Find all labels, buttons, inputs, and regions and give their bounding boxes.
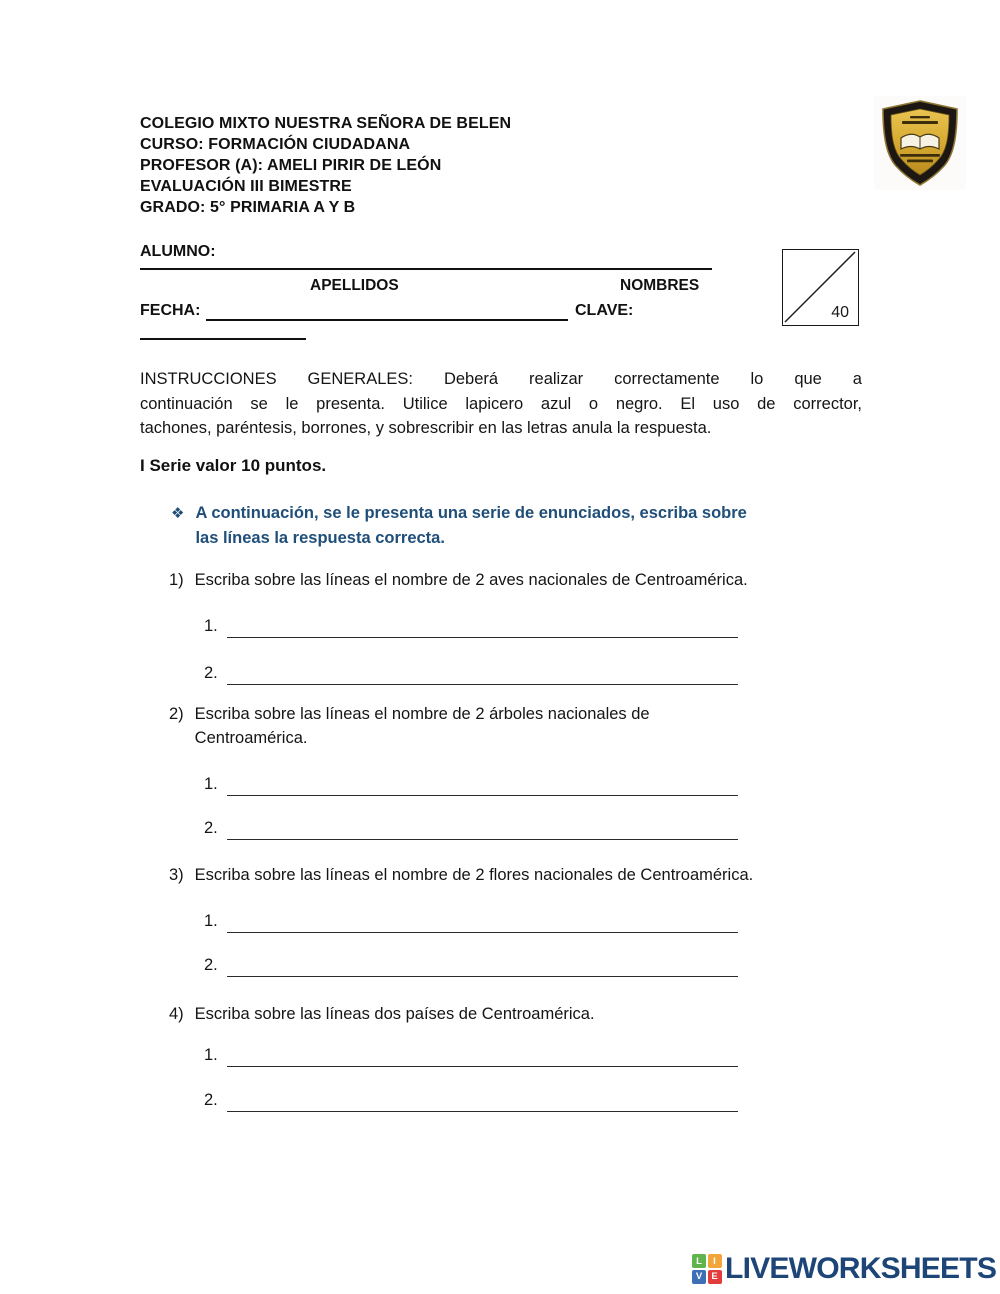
logo-letter-e: E (708, 1270, 722, 1284)
question-number: 2) (169, 705, 184, 723)
question-text (195, 702, 869, 750)
instructions-line: continuación se le presenta. Utilice lapicero azul o negro. El uso de corrector, (140, 394, 862, 413)
question-3 (169, 863, 869, 887)
question-text-line: Escriba sobre las líneas el nombre de 2 árboles nacionales de (194, 705, 650, 723)
course-name: CURSO: FORMACIÓN CIUDADANA (140, 136, 411, 153)
question-text-line: Centroamérica. (194, 729, 308, 747)
question-3-answer-1 (204, 909, 738, 933)
serie-heading: I Serie valor 10 puntos. (140, 456, 327, 475)
question-number: 1) (169, 571, 184, 589)
question-number: 3) (169, 866, 184, 884)
alumno-label: ALUMNO: (140, 243, 216, 260)
instructions-line: INSTRUCCIONES GENERALES: Deberá realizar correctamente lo que a (140, 370, 862, 388)
question-text: Escriba sobre las líneas el nombre de 2 flores nacionales de Centroamérica. (194, 866, 754, 884)
question-1-answer-1 (204, 614, 738, 638)
school-crest-logo (874, 96, 966, 190)
question-4 (169, 1002, 869, 1026)
general-instructions (140, 367, 862, 441)
question-number: 4) (169, 1005, 184, 1023)
answer-line[interactable] (227, 816, 738, 840)
evaluation-title: EVALUACIÓN III BIMESTRE (140, 178, 352, 195)
question-2-answer-2 (204, 816, 738, 840)
logo-letter-i: I (708, 1254, 722, 1268)
serie-intro-line: las líneas la respuesta correcta. (195, 529, 445, 547)
item-label: 2. (204, 956, 218, 974)
item-label: 1. (204, 775, 218, 793)
instructions-line: tachones, paréntesis, borrones, y sobrescribir en las letras anula la respuesta. (140, 419, 712, 438)
answer-line[interactable] (227, 1088, 738, 1112)
logo-letter-v: V (692, 1270, 706, 1284)
liveworksheets-wordmark: LIVEWORKSHEETS (724, 1252, 996, 1285)
answer-line[interactable] (227, 614, 738, 638)
question-3-answer-2 (204, 953, 738, 977)
clave-label: CLAVE: (575, 302, 634, 319)
logo-letter-l: L (692, 1254, 706, 1268)
item-label: 2. (204, 664, 218, 682)
answer-line[interactable] (227, 772, 738, 796)
teacher-name: PROFESOR (A): AMELI PIRIR DE LEÓN (140, 157, 442, 174)
clave-answer-line[interactable] (140, 326, 306, 340)
apellidos-label: APELLIDOS (310, 277, 399, 294)
item-label: 1. (204, 1046, 218, 1064)
shield-icon (874, 96, 966, 190)
question-2 (169, 702, 869, 750)
answer-line[interactable] (227, 953, 738, 977)
open-book-icon (901, 134, 939, 149)
question-4-answer-1 (204, 1043, 738, 1067)
answer-line[interactable] (227, 1043, 738, 1067)
serie-intro-line: A continuación, se le presenta una serie de enunciados, escriba sobre (195, 504, 747, 522)
question-text: Escriba sobre las líneas dos países de Centroamérica. (194, 1005, 595, 1023)
answer-line[interactable] (227, 909, 738, 933)
question-1-answer-2 (204, 661, 738, 685)
question-4-answer-2 (204, 1088, 738, 1112)
score-box (782, 249, 859, 326)
answer-line[interactable] (227, 661, 738, 685)
document-header (140, 113, 780, 218)
grade-level: GRADO: 5° PRIMARIA A Y B (140, 199, 356, 216)
question-2-answer-1 (204, 772, 738, 796)
item-label: 1. (204, 617, 218, 635)
item-label: 1. (204, 912, 218, 930)
question-1 (169, 568, 869, 592)
nombres-label: NOMBRES (620, 277, 700, 294)
diamond-bullet-icon: ❖ (171, 504, 185, 522)
fecha-label: FECHA: (140, 302, 201, 319)
serie-intro (171, 501, 871, 551)
fecha-answer-line[interactable] (206, 302, 568, 321)
question-text: Escriba sobre las líneas el nombre de 2 aves nacionales de Centroamérica. (194, 571, 748, 589)
item-label: 2. (204, 819, 218, 837)
liveworksheets-grid-icon (692, 1254, 722, 1284)
score-total: 40 (831, 304, 849, 321)
serie-intro-text (195, 501, 746, 551)
liveworksheets-logo[interactable] (692, 1252, 996, 1286)
alumno-answer-line[interactable] (140, 252, 712, 270)
item-label: 2. (204, 1091, 218, 1109)
school-name: COLEGIO MIXTO NUESTRA SEÑORA DE BELEN (140, 115, 512, 132)
